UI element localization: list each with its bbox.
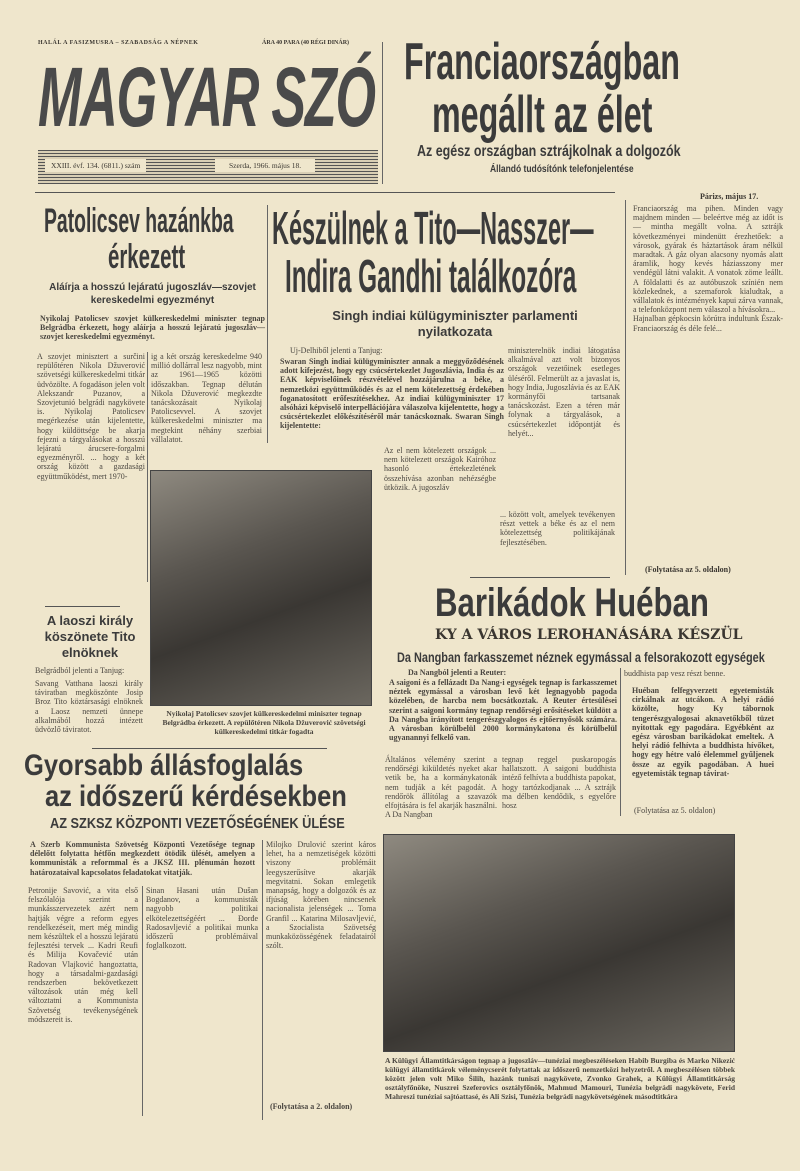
skp-col-2: Sinan Hasani után Dušan Bogdanov, a kommunisták nagyobb politikai elkötelezettségéért ... Đorđe Radosavljević a politikai munka időszerű problémáival foglalkozott. bbox=[146, 886, 258, 951]
hue-subhead: KY A VÁROS LEROHANÁSÁRA KÉSZÜL bbox=[435, 627, 743, 643]
hue-continued: (Folytatása az 5. oldalon) bbox=[634, 806, 716, 815]
skp-col-1: Petronije Savović, a vita első felszólalója szerint a munkásszervezetek azért nem hajtják végre a reform egyes rendelkezéseit, mert még mindig nem készültek el a hosszú lejáratú fejlesztési tervek ... Kadri Reufi és Milija Kovačević után Radovan Vlajković hangoztatta, hogy a társadalmi-gazdasági rendszerben bekövetkezett változások után még kell változtatni a Kommunista Szövetség tevékenységének módszereit is. bbox=[28, 886, 138, 1024]
skp-headline-1: Gyorsabb állásfoglalás bbox=[24, 749, 304, 782]
lead-headline-2: megállt az élet bbox=[432, 86, 653, 144]
skp-continued: (Folytatása a 2. oldalon) bbox=[270, 1102, 353, 1111]
photo-tunisia-talks bbox=[383, 834, 735, 1052]
divider bbox=[382, 42, 383, 184]
lead-body-text: Franciaország ma pihen. Minden vagy majdnem minden — beleértve még az időt is — mintha megállt volna. A sztrájk következményei mindenütt érezhetőek: a városok, gyárak és háztartások áram nélkül maradtak. A gáz olyan alacsony nyomás alatt áramlik, hogy kevés háziasszony mer vendégül látni valakit. A vonatok zöme leállt. A földalatti és az autóbuszok színién nem közlekednek, a szemaforok kialudtak, a vállalatok és intézmények kapui zárva vannak, a telefonközpont nem válaszol a hívásokra... bbox=[633, 204, 783, 315]
rule bbox=[470, 577, 610, 578]
issue-number: XXIII. évf. 134. (6811.) szám bbox=[45, 159, 146, 172]
photo-patolicsev bbox=[150, 470, 372, 706]
summit-col-2: ... között volt, amelyek tevékenyen részt vettek a béke és az el nem kötelezettség politikájának fejlesztésében. bbox=[500, 510, 615, 547]
issue-date: Szerda, 1966. május 18. bbox=[215, 159, 315, 172]
laos-body: Savang Vatthana laoszi király táviratban megköszönte Josip Broz Tito köztársasági elnöknek a Laosz nemzeti ünnepe alkalmából hozzá intézett üdvözlő táviratot. bbox=[35, 679, 143, 735]
rule bbox=[45, 606, 120, 607]
lead-body-text-2: Hajnalban gépkocsin körútra indultunk Észak-Franciaország és déle felé... bbox=[633, 314, 783, 333]
hue-subhead-2: Da Nangban farkasszemet néznek egymással a felsorakozott egységek bbox=[397, 649, 765, 665]
patolicsev-col-1: A szovjet minisztert a surčini repülőtéren Nikola Džuverović szövetségi külkereskedelmi titkár üdvözölte. A fogadáson jelen volt Alekszandr Puzanov, a Szovjetunió belgrádi nagykövete is. Nyikolaj Patolicsev megérkezése után kijelentette, hogy küldöttsége be akarja fejezni a tárgyalásokat a hosszú lejáratú árucsere-forgalmi egyezményről. ... hogy a két ország között a gazdasági együttműködést, mert 1970- bbox=[37, 352, 145, 481]
masthead-price: ÁRA 40 PARA (40 RÉGI DINÁR) bbox=[262, 40, 350, 46]
photo-tunisia-caption: A Külügyi Államtitkárságon tegnap a jugoszláv—tunéziai megbeszéléseken Habib Burgiba és Marko Nikezić külügyi államtitkárok véleménycserét folytattak az időszerű nemzetközi helyzetről. A megbeszélésen többek között jelen volt Miko Šilih, hazánk tuniszi nagykövete, Zvonko Grahek, a Külügyi Államtitkárság osztályfőnöke, Nuszrei Szeferovics osztályfőnök, Mahmud Mamouri, Tunézia belgrádi nagykövete, Ferid Mahreszi tunéziai sajtóattasé, és Ali Szisi, Tunézia belgrádi nagykövetségének másodtitkára bbox=[385, 1056, 735, 1101]
lead-headline-1: Franciaországban bbox=[404, 33, 680, 91]
masthead-slogan: HALÁL A FASIZMUSRA – SZABADSÁG A NÉPNEK bbox=[38, 40, 199, 46]
summit-headline-2: Indira Gandhi találkozóra bbox=[285, 250, 577, 302]
lead-byline: Állandó tudósítónk telefonjelentése bbox=[490, 164, 634, 175]
hue-col-1: Általános vélemény szerint a rendőrségi kiküldetés nyeket akar vetik be, ha a kormánykatonák nem tudják a két pagodát. A rendőrök állítólag a szavazók elfojtására is fel akarják használni. A Da Nangban bbox=[385, 755, 497, 820]
divider bbox=[147, 352, 148, 582]
hue-col-3: buddhista pap vesz részt benne. bbox=[624, 669, 726, 678]
summit-dateline: Uj-Delhiből jelenti a Tanjug: bbox=[290, 346, 383, 355]
summit-lead: Swaran Singh indiai külügyminiszter annak a meggyőződésének adott kifejezést, hogy egy csúcsértekezlet Jugoszlávia, India és az EAK képviselőinek részvételével hozzájárulna a béke, a nemzetközi együttműködés és az el nem kötelezettség érdekében foganatosított erőfeszítésekhez. Az indiai külügyminiszter 17 alsóházi képviselő interpellációjára válaszolva kijelentette, hogy a csúcsértekezlet előkészítéséről már tanácskoznak. Swaran Singh kijelentette: bbox=[280, 357, 504, 431]
photo-patolicsev-caption: Nyikolaj Patolicsev szovjet külkereskedelmi miniszter tegnap Belgrádba érkezett. A repülőtéren Nikola Džuverović szövetségi külkereskedelmi titkár fogadta bbox=[162, 709, 366, 736]
laos-headline: A laoszi király köszönete Tito elnöknek bbox=[44, 613, 136, 660]
hue-headline: Barikádok Huéban bbox=[435, 581, 709, 625]
divider bbox=[267, 205, 268, 443]
divider bbox=[625, 200, 626, 575]
patolicsev-headline-2: érkezett bbox=[108, 238, 186, 276]
lead-dateline: Párizs, május 17. bbox=[700, 192, 759, 201]
lead-body bbox=[633, 204, 783, 333]
summit-col-3: miniszterelnök indiai látogatása alkalmával azt volt bizonyos országok vezetőinek esetleges üléséről. Felmerült az a javaslat is, hogy India, Jugoszlávia és az EAK kormányfői tartsanak tanácskozást. Ezen a téren már folynak a tárgyalások, a csúcsértekezlet időpontját és helyét... bbox=[508, 346, 620, 438]
divider bbox=[262, 840, 263, 1120]
lead-subhead: Az egész országban sztrájkolnak a dolgozók bbox=[417, 143, 681, 160]
divider bbox=[620, 668, 621, 816]
hue-col-2: tegnap reggel puskaropogás hallatszott. A saigoni buddhista intéző felhívta a buddhista papokat, hogy tartózkodjanak ... A sztrájk ma délben kendődik, s egyelőre hosz bbox=[502, 755, 616, 811]
hue-lead: A saigoni és a fellázadt Da Nang-i egységek tegnap is farkasszemet néztek egymással a városban levő két legnagyobb pagoda közelében, de harcba nem bocsátkoztak. A Reuter értesülései szerint a saigoni kormány tegnap rendőrségi erősítéseket küldött a Da Nangba irányított tengerészgyalogos és ejtőernyősök számára. A városban körülbelül 2000 kormánykatona és körülbelül ugyanannyi felkelő van. bbox=[389, 678, 617, 743]
summit-headline-1: Készülnek a Tito—Nasszer— bbox=[272, 202, 594, 254]
patolicsev-lead: Nyikolaj Patolicsev szovjet külkereskedelmi miniszter tegnap Belgrádba érkezett, hogy aláírja a hosszú lejáratú jugoszláv—szovjet kereskedelmi egyezményt. bbox=[40, 314, 265, 342]
skp-lead: A Szerb Kommunista Szövetség Központi Vezetősége tegnap délelőtt folytatta hétfőn megkezdett ötödik ülését, amelyen a kommunisták a reformmal és a JKSZ III. plénumán hozott határozataival kapcsolatos feladatokat vitatják. bbox=[30, 840, 255, 877]
skp-subhead: AZ SZKSZ KÖZPONTI VEZETŐSÉGÉNEK ÜLÉSE bbox=[50, 815, 345, 832]
hue-col-4: Huéban felfegyverzett egyetemisták cirkálnak az utcákon. A helyi rádió közölte, hogy Ky tábornok tengerészgyalogosai aknavetőkből tüzet nyitottak egy pagodára. Egyébként az egész városban barikádokat emeltek. A helyi rádió felhívta a buddhista hívőket, hogy egy hétre való élelemmel gyűljenek össze az egyik pagodában. A huei egyetemisták tegnap távirat- bbox=[632, 686, 774, 778]
patolicsev-subhead: Aláírja a hosszú lejáratú jugoszláv—szovjet kereskedelmi egyezményt bbox=[49, 282, 256, 306]
skp-col-3: Milojko Drulović szerint káros lehet, ha a nemzetiségek közötti viszony problémáit leegyszerűsítve akarják megvitatni. Sokan emlegetik manapság, hogy a dolgozók és az ifjúság körében nincsenek nacionalista jelenségek ... Toma Granfil ... Katarina Milosavljević, a Szocialista Szövetség munkaközösségének feladatairól szólt. bbox=[266, 840, 376, 951]
masthead-title: MAGYAR SZÓ bbox=[38, 50, 375, 144]
skp-headline-2: az időszerű kérdésekben bbox=[45, 780, 347, 813]
patolicsev-headline-1: Patolicsev hazánkba bbox=[44, 202, 234, 240]
summit-col-1: Az el nem kötelezett országok ... nem kötelezett országok Kairóhoz hasonló értekezletének összehívása azonban nehézségbe ütközik. A jugoszláv bbox=[384, 446, 496, 492]
laos-dateline: Belgrádból jelenti a Tanjug: bbox=[35, 666, 125, 675]
summit-subhead: Singh indiai külügyminiszter parlamenti nyilatkozata bbox=[332, 308, 578, 339]
lead-continued: (Folytatása az 5. oldalon) bbox=[645, 565, 731, 574]
patolicsev-col-2: ig a két ország kereskedelme 940 millió dollárral lesz nagyobb, mint az 1961—1965 közötti időszakban. Tegnap délután Nikola Džuverović megkezdte tanácskozásait Nyikolaj Patolicsevvel. A szovjet külkereskedelmi miniszter ma megtekint néhány szerbiai vállalatot. bbox=[151, 352, 262, 444]
rule bbox=[35, 192, 615, 193]
divider bbox=[142, 886, 143, 1116]
hue-dateline: Da Nangból jelenti a Reuter: bbox=[408, 668, 507, 677]
